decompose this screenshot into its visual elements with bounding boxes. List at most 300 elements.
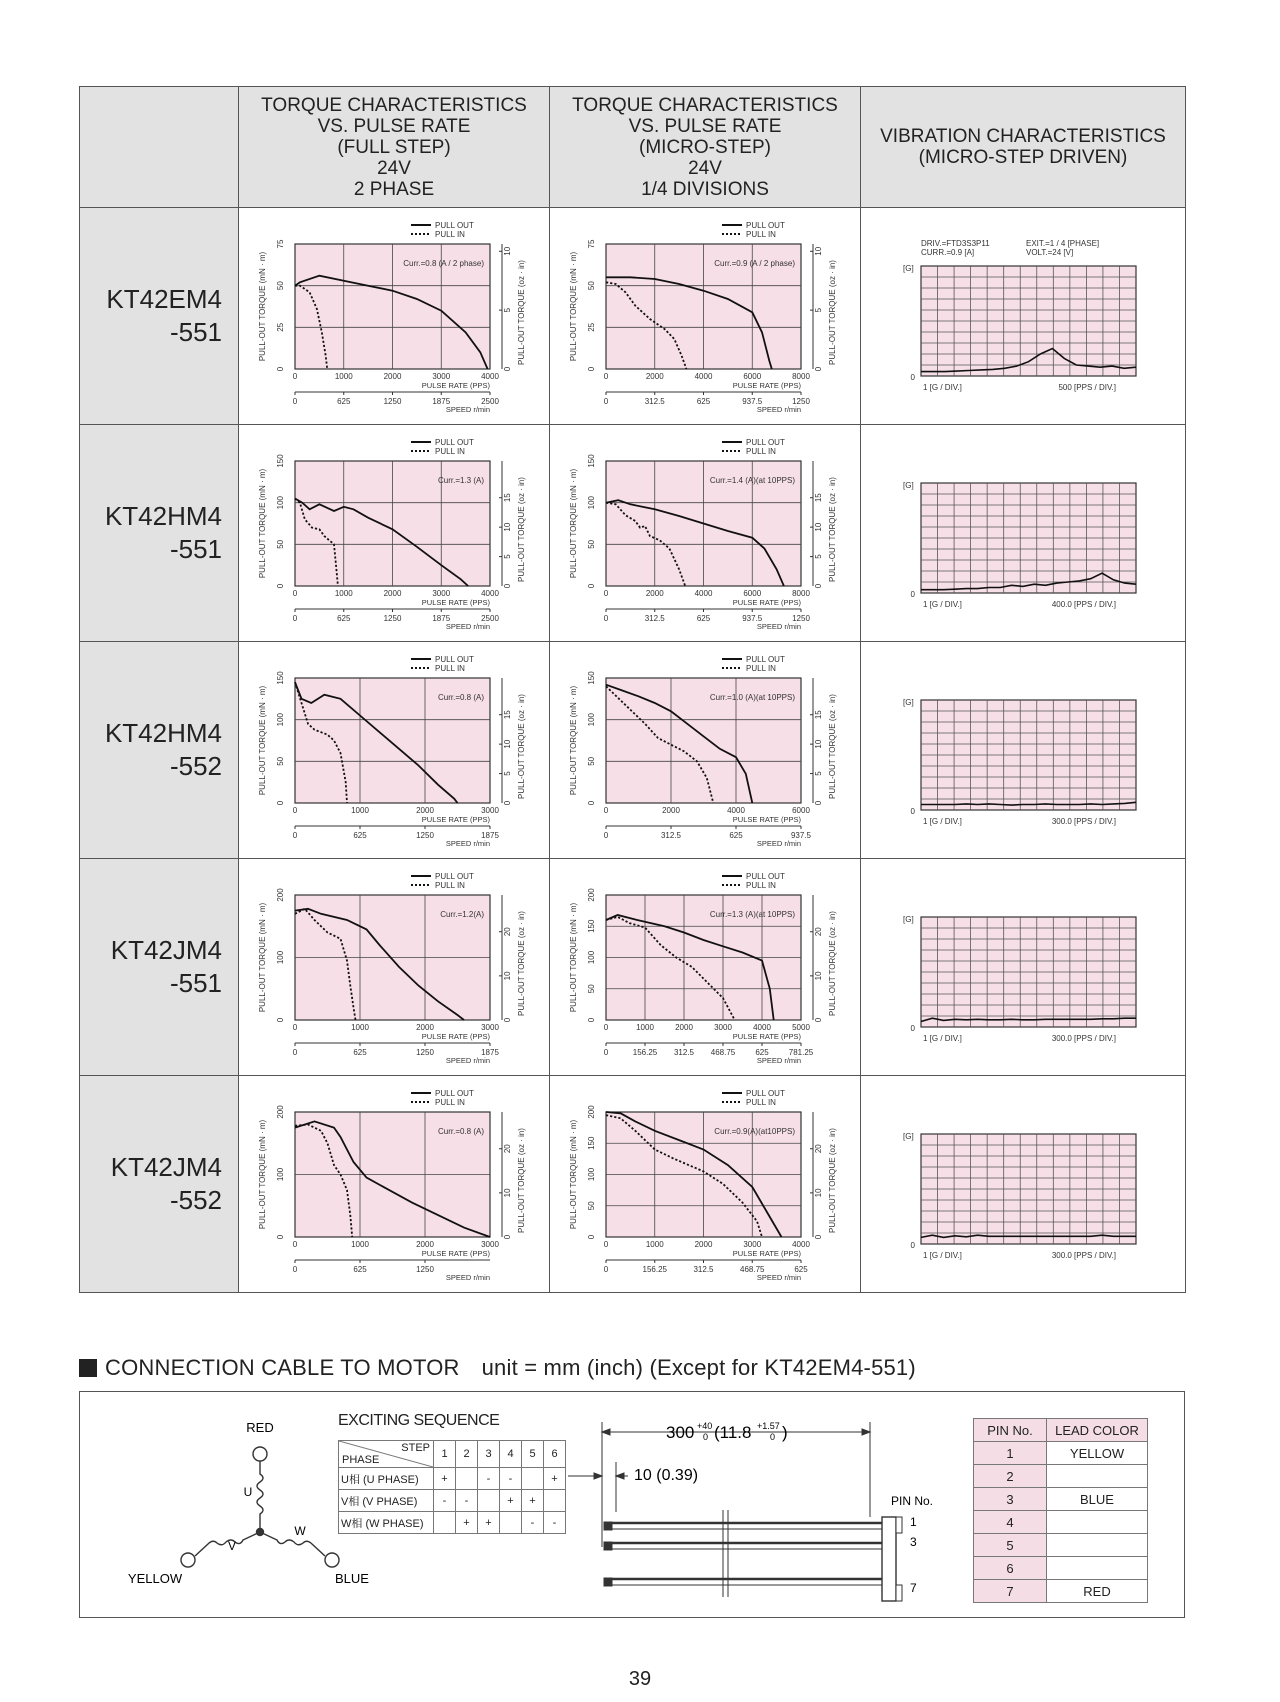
sequence-cell: + bbox=[544, 1468, 566, 1490]
right-tick-label: 15 bbox=[503, 710, 512, 720]
x-tick-label: 3000 bbox=[481, 806, 499, 815]
legend-pull-in: PULL IN bbox=[435, 664, 465, 673]
pin-lead-color-table bbox=[973, 1418, 1148, 1603]
y-tick-label: 100 bbox=[276, 1167, 285, 1182]
right-zero: 0 bbox=[503, 800, 512, 806]
right-zero: 0 bbox=[814, 1234, 823, 1240]
speed-tick-label: 937.5 bbox=[742, 397, 763, 406]
speed-tick-label: 468.75 bbox=[710, 1048, 736, 1057]
y-tick-label: 0 bbox=[276, 1017, 285, 1023]
step-header: 1 bbox=[434, 1441, 456, 1468]
legend-pull-in: PULL IN bbox=[746, 881, 776, 890]
micro-step-cell bbox=[550, 425, 861, 642]
model-name: KT42JM4 bbox=[110, 1152, 222, 1182]
vibration-cell bbox=[861, 642, 1186, 859]
speed-tick-label: 1875 bbox=[432, 397, 451, 406]
speed-tick-label: 625 bbox=[337, 397, 351, 406]
lead-color bbox=[1047, 1534, 1148, 1557]
speed-axis-label: SPEED r/min bbox=[756, 622, 801, 631]
header-line: TORQUE CHARACTERISTICS bbox=[572, 94, 838, 116]
x-tick-label: 0 bbox=[603, 1240, 609, 1249]
legend-pull-out: PULL OUT bbox=[435, 655, 474, 664]
speed-tick-label: 312.5 bbox=[693, 1265, 714, 1274]
y-tick-label: 100 bbox=[276, 712, 285, 727]
length-tol-lower: 0 bbox=[703, 1432, 709, 1442]
pin-row bbox=[974, 1511, 1148, 1534]
x-tick-label: 6000 bbox=[792, 806, 810, 815]
micro-step-cell bbox=[550, 642, 861, 859]
header-line: 1/4 DIVISIONS bbox=[641, 178, 769, 200]
header-blank bbox=[80, 87, 239, 208]
y-tick-label: 75 bbox=[587, 239, 596, 249]
legend-pull-in: PULL IN bbox=[746, 447, 776, 456]
model-name-cell bbox=[80, 859, 239, 1076]
current-annotation: Curr.=0.8 (A) bbox=[437, 693, 484, 702]
sequence-cell bbox=[522, 1468, 544, 1490]
speed-tick-label: 312.5 bbox=[644, 397, 665, 406]
length-tol-upper: +40 bbox=[697, 1421, 713, 1431]
section-title-text: CONNECTION CABLE TO MOTOR bbox=[105, 1355, 460, 1380]
pin-number: 5 bbox=[974, 1534, 1047, 1557]
speed-tick-label: 156.25 bbox=[632, 1048, 658, 1057]
right-axis-label: PULL-OUT TORQUE (oz · in) bbox=[828, 477, 837, 582]
x-tick-label: 0 bbox=[292, 1023, 298, 1032]
y-tick-label: 0 bbox=[587, 1234, 596, 1240]
model-row bbox=[80, 208, 1186, 425]
y-tick-label: 50 bbox=[276, 281, 285, 291]
right-tick-label: 10 bbox=[503, 739, 512, 749]
header-line: VS. PULSE RATE bbox=[317, 115, 471, 137]
vibration-cell bbox=[861, 1076, 1186, 1293]
pin-row bbox=[974, 1488, 1148, 1511]
common-node-icon bbox=[257, 1529, 264, 1536]
model-name: KT42JM4 bbox=[110, 935, 222, 965]
header-line: 2 PHASE bbox=[353, 178, 435, 200]
vib-current: CURR.=0.9 [A] bbox=[921, 248, 975, 257]
legend-pull-out: PULL OUT bbox=[746, 655, 785, 664]
y-tick-label: 100 bbox=[587, 1167, 596, 1182]
right-axis-label: PULL-OUT TORQUE (oz · in) bbox=[828, 911, 837, 1016]
vib-pps-div: 400.0 [PPS / DIV.] bbox=[1051, 600, 1116, 609]
length-main: 300 bbox=[666, 1423, 695, 1442]
x-tick-label: 0 bbox=[603, 372, 609, 381]
speed-tick-label: 1875 bbox=[432, 614, 451, 623]
speed-axis-label: SPEED r/min bbox=[445, 839, 490, 848]
label-yellow: YELLOW bbox=[127, 1571, 183, 1586]
legend-pull-out: PULL OUT bbox=[746, 1089, 785, 1098]
pin-number: 2 bbox=[974, 1465, 1047, 1488]
model-suffix: -551 bbox=[169, 317, 222, 347]
vib-g-label: [G] bbox=[903, 264, 914, 273]
length-close-paren: ) bbox=[782, 1423, 788, 1442]
step-header: 2 bbox=[456, 1441, 478, 1468]
right-axis-label: PULL-OUT TORQUE (oz · in) bbox=[517, 694, 526, 799]
speed-axis-label: SPEED r/min bbox=[756, 839, 801, 848]
right-tick-label: 5 bbox=[814, 554, 823, 559]
sequence-cell bbox=[434, 1512, 456, 1534]
x-tick-label: 8000 bbox=[792, 589, 810, 598]
right-tick-label: 20 bbox=[814, 927, 823, 937]
model-name-cell bbox=[80, 208, 239, 425]
legend-pull-in: PULL IN bbox=[435, 447, 465, 456]
x-tick-label: 2000 bbox=[645, 372, 664, 381]
right-zero: 0 bbox=[503, 1234, 512, 1240]
current-annotation: Curr.=0.9(A)(at10PPS) bbox=[714, 1127, 795, 1136]
vib-g-label: [G] bbox=[903, 1132, 914, 1141]
x-tick-label: 0 bbox=[292, 1240, 298, 1249]
y-tick-label: 100 bbox=[276, 495, 285, 510]
speed-tick-label: 625 bbox=[729, 831, 743, 840]
speed-tick-label: 1250 bbox=[383, 614, 402, 623]
speed-tick-label: 1250 bbox=[792, 614, 810, 623]
kt42hm4-551-micro-torque-chart bbox=[550, 425, 861, 641]
right-tick-label: 5 bbox=[503, 554, 512, 559]
speed-tick-label: 625 bbox=[353, 1048, 367, 1057]
speed-axis-label: SPEED r/min bbox=[445, 1056, 490, 1065]
speed-tick-label: 625 bbox=[353, 831, 367, 840]
right-zero: 0 bbox=[503, 1017, 512, 1023]
sequence-cell bbox=[500, 1512, 522, 1534]
kt42hm4-552-vibration-chart bbox=[861, 642, 1186, 858]
sequence-cell bbox=[478, 1490, 500, 1512]
step-header: 4 bbox=[500, 1441, 522, 1468]
vib-g-div: 1 [G / DIV.] bbox=[923, 600, 962, 609]
x-axis-label: PULSE RATE (PPS) bbox=[732, 598, 801, 607]
kt42em4-551-vibration-chart bbox=[861, 208, 1186, 424]
x-tick-label: 4000 bbox=[694, 372, 713, 381]
label-red: RED bbox=[246, 1420, 274, 1435]
connector-pin-1: 1 bbox=[910, 1515, 917, 1529]
y-tick-label: 50 bbox=[587, 281, 596, 291]
header-line: VS. PULSE RATE bbox=[628, 115, 782, 137]
lead-color bbox=[1047, 1511, 1148, 1534]
speed-tick-label: 312.5 bbox=[644, 614, 665, 623]
x-tick-label: 1000 bbox=[351, 806, 369, 815]
speed-tick-label: 2500 bbox=[481, 614, 499, 623]
pin-number: 7 bbox=[974, 1580, 1047, 1603]
speed-tick-label: 0 bbox=[292, 614, 298, 623]
speed-tick-label: 625 bbox=[353, 1265, 367, 1274]
vib-g-div: 1 [G / DIV.] bbox=[923, 1034, 962, 1043]
sequence-cell: + bbox=[478, 1512, 500, 1534]
length-inch-tol-upper: +1.57 bbox=[757, 1421, 780, 1431]
pin-number: 1 bbox=[974, 1442, 1047, 1465]
x-tick-label: 1000 bbox=[351, 1023, 369, 1032]
y-tick-label: 150 bbox=[276, 454, 285, 468]
y-axis-label: PULL-OUT TORQUE (mN · m) bbox=[258, 468, 267, 579]
vib-g-label: [G] bbox=[903, 698, 914, 707]
legend-pull-in: PULL IN bbox=[746, 664, 776, 673]
speed-tick-label: 0 bbox=[603, 1265, 609, 1274]
connection-cable-panel bbox=[79, 1391, 1185, 1618]
full-step-cell bbox=[239, 1076, 550, 1293]
right-tick-label: 5 bbox=[814, 307, 823, 313]
vib-zero-label: 0 bbox=[910, 590, 915, 599]
pin-number: 3 bbox=[974, 1488, 1047, 1511]
speed-axis-label: SPEED r/min bbox=[445, 405, 490, 414]
speed-tick-label: 1875 bbox=[481, 1048, 499, 1057]
speed-tick-label: 625 bbox=[696, 614, 711, 623]
yellow-terminal-icon bbox=[181, 1553, 195, 1567]
vibration-cell bbox=[861, 208, 1186, 425]
x-tick-label: 0 bbox=[603, 589, 609, 598]
label-u: U bbox=[243, 1485, 253, 1499]
model-suffix: -552 bbox=[169, 751, 222, 781]
y-tick-label: 150 bbox=[587, 671, 596, 685]
sequence-row bbox=[339, 1490, 566, 1512]
x-tick-label: 8000 bbox=[792, 372, 810, 381]
x-tick-label: 4000 bbox=[753, 1023, 771, 1032]
x-tick-label: 4000 bbox=[694, 589, 713, 598]
model-row bbox=[80, 425, 1186, 642]
vib-zero-label: 0 bbox=[910, 1024, 915, 1033]
y-tick-label: 50 bbox=[587, 539, 596, 549]
lead-color: BLUE bbox=[1047, 1488, 1148, 1511]
x-axis-label: PULSE RATE (PPS) bbox=[732, 815, 801, 824]
kt42jm4-552-vibration-chart bbox=[861, 1076, 1186, 1292]
length-inch-tol-lower: 0 bbox=[770, 1432, 776, 1442]
x-tick-label: 2000 bbox=[675, 1023, 693, 1032]
right-zero: 0 bbox=[503, 583, 512, 589]
x-tick-label: 1000 bbox=[351, 1240, 369, 1249]
speed-tick-label: 468.75 bbox=[740, 1265, 765, 1274]
sequence-cell bbox=[456, 1468, 478, 1490]
y-tick-label: 0 bbox=[587, 1017, 596, 1023]
legend-pull-out: PULL OUT bbox=[746, 872, 785, 881]
y-tick-label: 50 bbox=[276, 756, 285, 766]
sequence-cell: + bbox=[434, 1468, 456, 1490]
header-vibration bbox=[861, 87, 1186, 208]
vib-pps-div: 300.0 [PPS / DIV.] bbox=[1051, 1034, 1116, 1043]
right-tick-label: 15 bbox=[814, 710, 823, 720]
x-tick-label: 1000 bbox=[645, 1240, 664, 1249]
square-bullet-icon bbox=[79, 1359, 97, 1377]
y-axis-label: PULL-OUT TORQUE (mN · m) bbox=[258, 902, 267, 1013]
current-annotation: Curr.=0.8 (A / 2 phase) bbox=[403, 259, 484, 268]
step-header: 6 bbox=[544, 1441, 566, 1468]
current-annotation: Curr.=1.3 (A)(at 10PPS) bbox=[709, 910, 795, 919]
speed-tick-label: 0 bbox=[603, 831, 609, 840]
y-tick-label: 50 bbox=[587, 984, 596, 994]
x-tick-label: 3000 bbox=[481, 1240, 499, 1249]
vib-g-label: [G] bbox=[903, 915, 914, 924]
speed-tick-label: 2500 bbox=[481, 397, 499, 406]
x-tick-label: 2000 bbox=[416, 806, 434, 815]
right-tick-label: 10 bbox=[814, 522, 823, 532]
legend-pull-in: PULL IN bbox=[435, 230, 465, 239]
model-row bbox=[80, 859, 1186, 1076]
vib-excitation: EXIT.=1 / 4 [PHASE] bbox=[1026, 239, 1100, 248]
right-tick-label: 15 bbox=[814, 493, 823, 503]
model-suffix: -552 bbox=[169, 1185, 222, 1215]
y-tick-label: 0 bbox=[276, 800, 285, 806]
right-axis-label: PULL-OUT TORQUE (oz · in) bbox=[517, 477, 526, 582]
page-number: 39 bbox=[628, 1668, 652, 1690]
vib-pps-div: 300.0 [PPS / DIV.] bbox=[1051, 1251, 1116, 1260]
y-axis-label: PULL-OUT TORQUE (mN · m) bbox=[569, 251, 578, 362]
right-axis-label: PULL-OUT TORQUE (oz · in) bbox=[828, 1128, 837, 1233]
right-tick-label: 5 bbox=[503, 307, 512, 313]
lead-color-header: LEAD COLOR bbox=[1047, 1419, 1148, 1442]
legend-pull-in: PULL IN bbox=[746, 230, 776, 239]
y-tick-label: 200 bbox=[587, 1105, 596, 1119]
y-tick-label: 0 bbox=[587, 800, 596, 806]
vib-driver: DRIV.=FTD3S3P11 bbox=[921, 239, 990, 248]
section-unit-text: unit = mm (inch) (Except for KT42EM4-551) bbox=[481, 1355, 916, 1380]
y-tick-label: 0 bbox=[587, 583, 596, 589]
red-terminal-icon bbox=[253, 1447, 267, 1461]
full-step-cell bbox=[239, 859, 550, 1076]
phase-name: W相 (W PHASE) bbox=[339, 1512, 434, 1534]
model-name-cell bbox=[80, 1076, 239, 1293]
x-tick-label: 3000 bbox=[743, 1240, 762, 1249]
motor-winding-diagram bbox=[181, 1447, 339, 1567]
kt42hm4-552-micro-torque-chart bbox=[550, 642, 861, 858]
right-zero: 0 bbox=[503, 366, 512, 372]
step-header: 5 bbox=[522, 1441, 544, 1468]
header-line: 24V bbox=[688, 157, 722, 179]
x-tick-label: 2000 bbox=[662, 806, 680, 815]
current-annotation: Curr.=1.4 (A)(at 10PPS) bbox=[709, 476, 795, 485]
y-tick-label: 200 bbox=[276, 1105, 285, 1119]
length-short: 10 (0.39) bbox=[634, 1467, 699, 1484]
kt42hm4-551-vibration-chart bbox=[861, 425, 1186, 641]
x-axis-label: PULSE RATE (PPS) bbox=[421, 1032, 490, 1041]
y-tick-label: 50 bbox=[276, 539, 285, 549]
legend-pull-in: PULL IN bbox=[746, 1098, 776, 1107]
x-tick-label: 4000 bbox=[792, 1240, 810, 1249]
full-step-cell bbox=[239, 425, 550, 642]
legend-pull-out: PULL OUT bbox=[435, 872, 474, 881]
right-tick-label: 15 bbox=[503, 493, 512, 503]
y-axis-label: PULL-OUT TORQUE (mN · m) bbox=[569, 902, 578, 1013]
full-step-cell bbox=[239, 208, 550, 425]
phase-name: V相 (V PHASE) bbox=[339, 1490, 434, 1512]
x-tick-label: 2000 bbox=[416, 1023, 434, 1032]
x-tick-label: 0 bbox=[292, 806, 298, 815]
right-axis-label: PULL-OUT TORQUE (oz · in) bbox=[828, 694, 837, 799]
lead-color bbox=[1047, 1557, 1148, 1580]
right-tick-label: 10 bbox=[814, 246, 823, 256]
vib-g-label: [G] bbox=[903, 481, 914, 490]
legend-pull-out: PULL OUT bbox=[435, 221, 474, 230]
connector-pin-7: 7 bbox=[910, 1581, 917, 1595]
micro-step-cell bbox=[550, 1076, 861, 1293]
y-tick-label: 50 bbox=[587, 756, 596, 766]
y-tick-label: 150 bbox=[587, 1136, 596, 1150]
pin-row bbox=[974, 1442, 1148, 1465]
header-line: (FULL STEP) bbox=[337, 136, 451, 158]
model-suffix: -551 bbox=[169, 968, 222, 998]
vib-zero-label: 0 bbox=[910, 807, 915, 816]
label-v: V bbox=[227, 1539, 237, 1553]
y-axis-label: PULL-OUT TORQUE (mN · m) bbox=[569, 468, 578, 579]
vib-pps-div: 300.0 [PPS / DIV.] bbox=[1051, 817, 1116, 826]
x-tick-label: 2000 bbox=[416, 1240, 434, 1249]
x-tick-label: 1000 bbox=[334, 372, 353, 381]
model-suffix: -551 bbox=[169, 534, 222, 564]
kt42em4-551-full-torque-chart bbox=[239, 208, 550, 424]
lead-color: RED bbox=[1047, 1580, 1148, 1603]
exciting-sequence-title: EXCITING SEQUENCE bbox=[338, 1412, 500, 1429]
header-full-step bbox=[239, 87, 550, 208]
speed-axis-label: SPEED r/min bbox=[756, 405, 801, 414]
right-tick-label: 10 bbox=[503, 246, 512, 256]
vibration-cell bbox=[861, 859, 1186, 1076]
sequence-cell: - bbox=[500, 1468, 522, 1490]
x-tick-label: 4000 bbox=[481, 372, 499, 381]
label-blue: BLUE bbox=[335, 1571, 369, 1586]
speed-tick-label: 625 bbox=[755, 1048, 769, 1057]
right-tick-label: 10 bbox=[814, 739, 823, 749]
model-name-cell bbox=[80, 642, 239, 859]
right-tick-label: 20 bbox=[503, 927, 512, 937]
y-axis-label: PULL-OUT TORQUE (mN · m) bbox=[258, 1119, 267, 1230]
current-annotation: Curr.=0.9 (A / 2 phase) bbox=[714, 259, 795, 268]
y-axis-label: PULL-OUT TORQUE (mN · m) bbox=[569, 1119, 578, 1230]
sequence-cell: + bbox=[456, 1512, 478, 1534]
vib-voltage: VOLT.=24 [V] bbox=[1026, 248, 1074, 257]
kt42jm4-551-micro-torque-chart bbox=[550, 859, 861, 1075]
speed-tick-label: 1875 bbox=[481, 831, 499, 840]
vib-g-div: 1 [G / DIV.] bbox=[923, 383, 962, 392]
lead-color: YELLOW bbox=[1047, 1442, 1148, 1465]
x-tick-label: 0 bbox=[603, 1023, 609, 1032]
pin-row bbox=[974, 1534, 1148, 1557]
label-w: W bbox=[294, 1524, 306, 1538]
legend-pull-out: PULL OUT bbox=[746, 438, 785, 447]
sequence-cell: - bbox=[456, 1490, 478, 1512]
header-line: (MICRO-STEP) bbox=[639, 136, 771, 158]
y-tick-label: 100 bbox=[276, 950, 285, 965]
connector-pin-3: 3 bbox=[910, 1535, 917, 1549]
blue-terminal-icon bbox=[325, 1553, 339, 1567]
exciting-sequence-table bbox=[338, 1440, 566, 1534]
speed-tick-label: 0 bbox=[603, 397, 609, 406]
speed-tick-label: 1250 bbox=[792, 397, 810, 406]
full-step-cell bbox=[239, 642, 550, 859]
micro-step-cell bbox=[550, 208, 861, 425]
kt42jm4-552-micro-torque-chart bbox=[550, 1076, 861, 1292]
x-tick-label: 2000 bbox=[694, 1240, 713, 1249]
lead-color bbox=[1047, 1465, 1148, 1488]
vib-zero-label: 0 bbox=[910, 1241, 915, 1250]
right-axis-label: PULL-OUT TORQUE (oz · in) bbox=[828, 260, 837, 365]
cable-dimension-drawing bbox=[568, 1422, 902, 1601]
model-row bbox=[80, 642, 1186, 859]
x-axis-label: PULSE RATE (PPS) bbox=[421, 815, 490, 824]
header-line: (MICRO-STEP DRIVEN) bbox=[918, 147, 1128, 168]
right-axis-label: PULL-OUT TORQUE (oz · in) bbox=[517, 911, 526, 1016]
phase-name: U相 (U PHASE) bbox=[339, 1468, 434, 1490]
speed-tick-label: 625 bbox=[794, 1265, 808, 1274]
speed-tick-label: 781.25 bbox=[788, 1048, 814, 1057]
speed-tick-label: 937.5 bbox=[742, 614, 763, 623]
legend-pull-out: PULL OUT bbox=[435, 1089, 474, 1098]
speed-axis-label: SPEED r/min bbox=[445, 1273, 490, 1282]
u-coil-icon bbox=[257, 1461, 263, 1532]
sequence-cell: + bbox=[522, 1490, 544, 1512]
current-annotation: Curr.=1.0 (A)(at 10PPS) bbox=[709, 693, 795, 702]
header-line: 24V bbox=[377, 157, 411, 179]
x-tick-label: 5000 bbox=[792, 1023, 810, 1032]
speed-tick-label: 0 bbox=[292, 1048, 298, 1057]
sequence-step-label: STEP bbox=[401, 1442, 430, 1454]
y-tick-label: 200 bbox=[276, 888, 285, 902]
x-tick-label: 2000 bbox=[383, 372, 402, 381]
model-name: KT42EM4 bbox=[106, 284, 222, 314]
speed-tick-label: 0 bbox=[292, 831, 298, 840]
